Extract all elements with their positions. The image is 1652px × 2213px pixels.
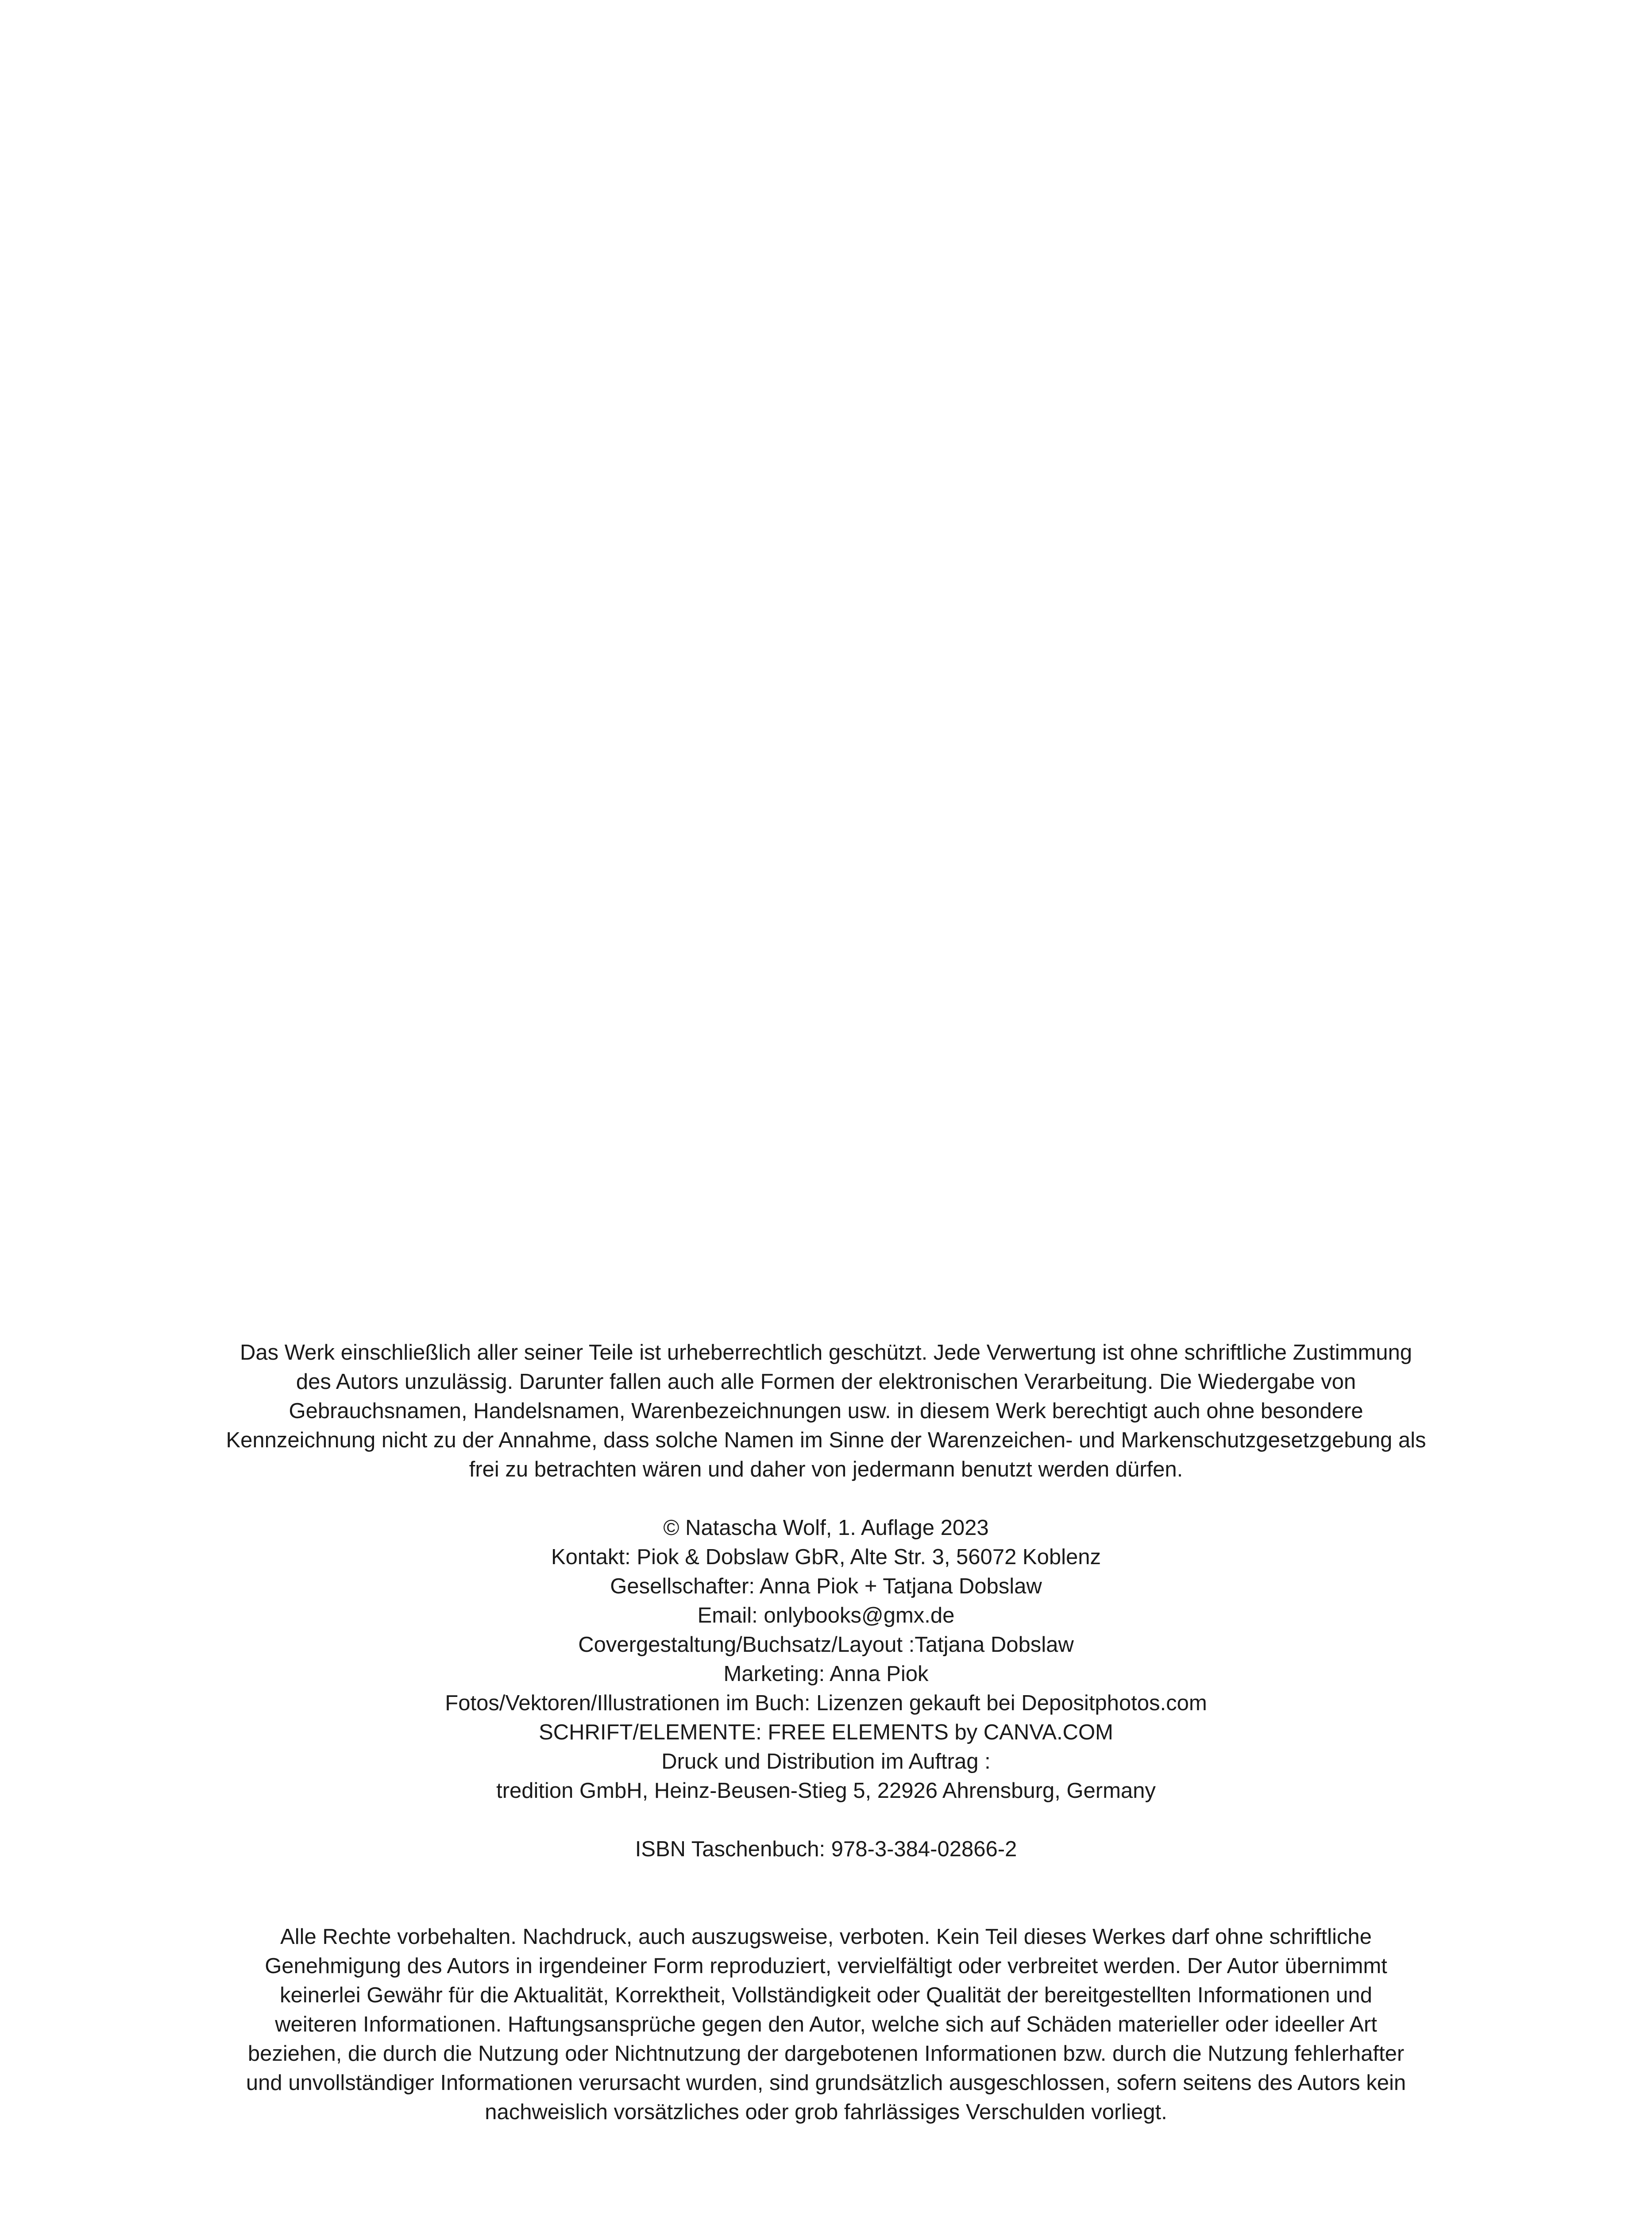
- rights-notice-line: und unvollständiger Informationen verursacht wurden, sind grundsätzlich ausgeschlossen, sofern seitens des Autors kein: [246, 2071, 1406, 2095]
- copyright-notice-line: Gebrauchsnamen, Handelsnamen, Warenbezeichnungen usw. in diesem Werk berechtigt auch ohne besondere: [289, 1399, 1363, 1423]
- rights-notice-line: keinerlei Gewähr für die Aktualität, Korrektheit, Vollständigkeit oder Qualität der bereitgestellten Informationen und: [280, 1983, 1372, 2007]
- copyright-line: © Natascha Wolf, 1. Auflage 2023: [663, 1516, 989, 1540]
- isbn-block: [173, 1835, 1479, 1864]
- rights-notice-line: weiteren Informationen. Haftungsansprüche gegen den Autor, welche sich auf Schäden materieller oder ideeller Art: [275, 2013, 1377, 2036]
- printer-address-line: tredition GmbH, Heinz-Beusen-Stieg 5, 22926 Ahrensburg, Germany: [496, 1779, 1156, 1803]
- copyright-notice-line: Das Werk einschließlich aller seiner Teile ist urheberrechtlich geschützt. Jede Verwertung ist ohne schriftliche Zustimmung: [239, 1341, 1413, 1365]
- copyright-notice-line: frei zu betrachten wären und daher von jedermann benutzt werden dürfen.: [469, 1457, 1183, 1481]
- copyright-notice-line: Kennzeichnung nicht zu der Annahme, dass solche Namen im Sinne der Warenzeichen- und Markenschutzgesetzgebung als: [226, 1428, 1426, 1452]
- image-license-line: Fotos/Vektoren/Illustrationen im Buch: Lizenzen gekauft bei Depositphotos.com: [445, 1691, 1207, 1715]
- copyright-notice-line: des Autors unzulässig. Darunter fallen auch alle Formen der elektronischen Verarbeitung. Die Wiedergabe von: [296, 1370, 1356, 1394]
- partners-line: Gesellschafter: Anna Piok + Tatjana Dobslaw: [610, 1574, 1042, 1598]
- marketing-credit-line: Marketing: Anna Piok: [723, 1662, 929, 1686]
- rights-notice: [173, 1922, 1479, 2127]
- print-distribution-label: Druck und Distribution im Auftrag :: [661, 1750, 991, 1773]
- copyright-notice: [173, 1338, 1479, 1484]
- design-credit-line: Covergestaltung/Buchsatz/Layout :Tatjana Dobslaw: [578, 1633, 1074, 1657]
- publication-credits: [173, 1513, 1479, 1805]
- rights-notice-line: Genehmigung des Autors in irgendeiner Form reproduziert, vervielfältigt oder verbreitet werden. Der Autor übernimmt: [265, 1954, 1387, 1978]
- rights-notice-line: Alle Rechte vorbehalten. Nachdruck, auch auszugsweise, verboten. Kein Teil dieses Werkes darf ohne schriftliche: [280, 1925, 1372, 1949]
- rights-notice-line: beziehen, die durch die Nutzung oder Nichtnutzung der dargebotenen Informationen bzw. durch die Nutzung fehlerhafter: [247, 2042, 1405, 2066]
- email-line: Email: onlybooks@gmx.de: [697, 1604, 955, 1627]
- font-credit-line: SCHRIFT/ELEMENTE: FREE ELEMENTS by CANVA.COM: [539, 1720, 1113, 1744]
- isbn-line: ISBN Taschenbuch: 978-3-384-02866-2: [635, 1837, 1017, 1861]
- contact-line: Kontakt: Piok & Dobslaw GbR, Alte Str. 3, 56072 Koblenz: [551, 1545, 1101, 1569]
- rights-notice-line: nachweislich vorsätzliches oder grob fahrlässiges Verschulden vorliegt.: [485, 2100, 1167, 2124]
